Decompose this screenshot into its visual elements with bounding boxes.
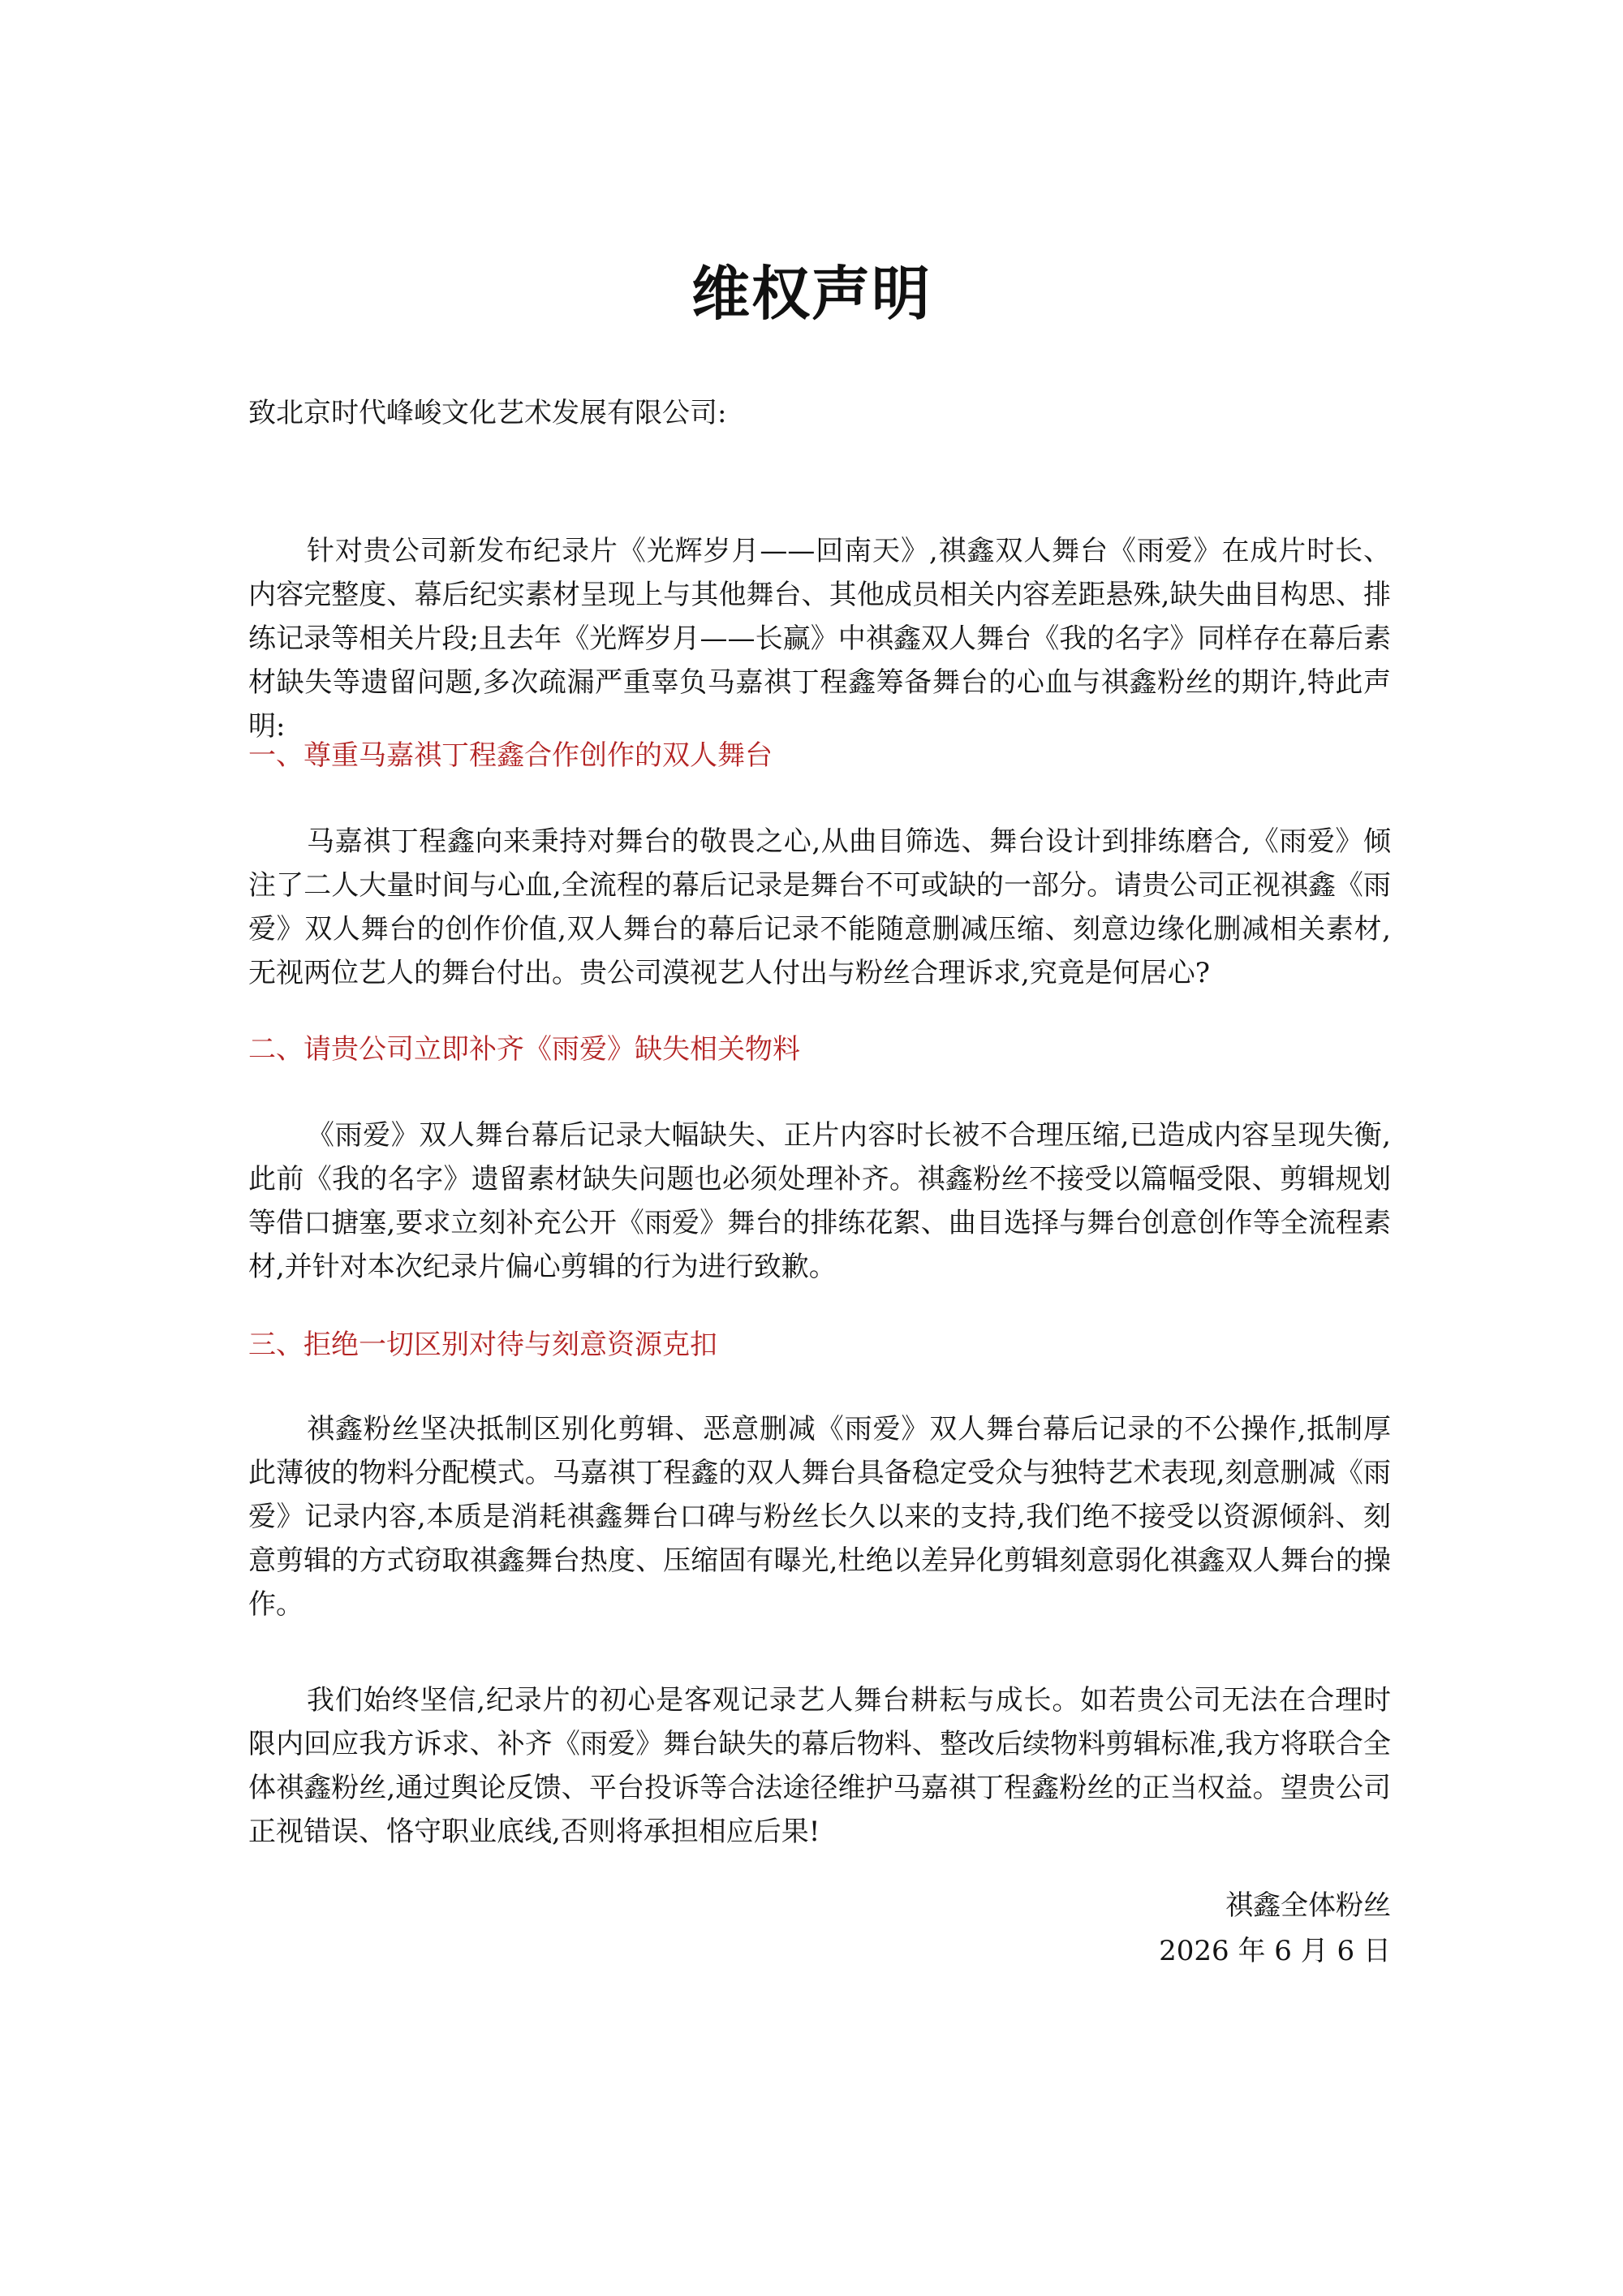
section-paragraph-1: 马嘉祺丁程鑫向来秉持对舞台的敬畏之心,从曲目筛选、舞台设计到排练磨合,《雨爱》倾注了二人大量时间与心血,全流程的幕后记录是舞台不可或缺的一部分。请贵公司正视祺鑫《雨爱》双人舞台的创作价值,双人舞台的幕后记录不能随意删减压缩、刻意边缘化删减相关素材,无视两位艺人的舞台付出。贵公司漠视艺人付出与粉丝合理诉求,究竟是何居心?	[248, 825, 1391, 989]
section-heading-1: 一、尊重马嘉祺丁程鑫合作创作的双人舞台	[248, 739, 773, 772]
signature: 祺鑫全体粉丝	[1225, 1889, 1391, 1922]
section-paragraph-3: 祺鑫粉丝坚决抵制区别化剪辑、恶意删减《雨爱》双人舞台幕后记录的不公操作,抵制厚此薄彼的物料分配模式。马嘉祺丁程鑫的双人舞台具备稳定受众与独特艺术表现,刻意删减《雨爱》记录内容,本质是消耗祺鑫舞台口碑与粉丝长久以来的支持,我们绝不接受以资源倾斜、刻意剪辑的方式窃取祺鑫舞台热度、压缩固有曝光,杜绝以差异化剪辑刻意弱化祺鑫双人舞台的操作。	[248, 1413, 1391, 1621]
closing-paragraph: 我们始终坚信,纪录片的初心是客观记录艺人舞台耕耘与成长。如若贵公司无法在合理时限内回应我方诉求、补齐《雨爱》舞台缺失的幕后物料、整改后续物料剪辑标准,我方将联合全体祺鑫粉丝,通过舆论反馈、平台投诉等合法途径维护马嘉祺丁程鑫粉丝的正当权益。望贵公司正视错误、恪守职业底线,否则将承担相应后果!	[248, 1684, 1391, 1848]
signature-block	[904, 1883, 1391, 1974]
section-heading-3: 三、拒绝一切区别对待与刻意资源克扣	[248, 1329, 717, 1361]
salutation: 致北京时代峰峻文化艺术发展有限公司:	[248, 397, 727, 429]
section-heading-2: 二、请贵公司立即补齐《雨爱》缺失相关物料	[248, 1033, 800, 1066]
section-paragraph-2: 《雨爱》双人舞台幕后记录大幅缺失、正片内容时长被不合理压缩,已造成内容呈现失衡,此前《我的名字》遗留素材缺失问题也必须处理补齐。祺鑫粉丝不接受以篇幅受限、剪辑规划等借口搪塞,要求立刻补充公开《雨爱》舞台的排练花絮、曲目选择与舞台创意创作等全流程素材,并针对本次纪录片偏心剪辑的行为进行致歉。	[248, 1119, 1391, 1283]
document-title: 维权声明	[691, 260, 932, 328]
date: 2026 年 6 月 6 日	[1159, 1935, 1391, 1967]
intro-paragraph: 针对贵公司新发布纪录片《光辉岁月——回南天》,祺鑫双人舞台《雨爱》在成片时长、内容完整度、幕后纪实素材呈现上与其他舞台、其他成员相关内容差距悬殊,缺失曲目构思、排练记录等相关片段;且去年《光辉岁月——长赢》中祺鑫双人舞台《我的名字》同样存在幕后素材缺失等遗留问题,多次疏漏严重辜负马嘉祺丁程鑫筹备舞台的心血与祺鑫粉丝的期许,特此声明:	[248, 535, 1391, 743]
